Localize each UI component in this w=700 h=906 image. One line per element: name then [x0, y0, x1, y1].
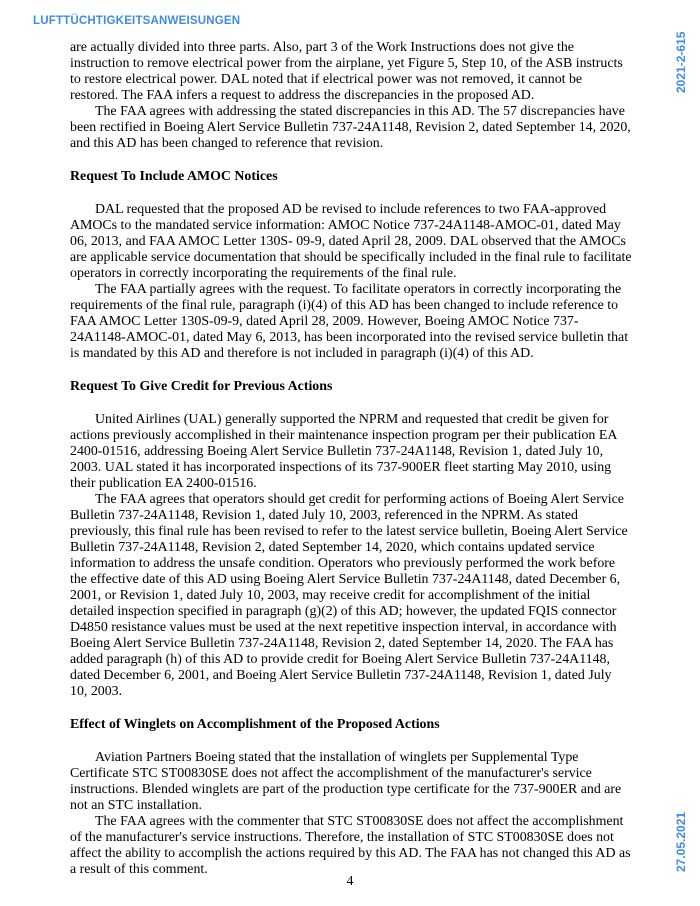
credit-paragraph-1: United Airlines (UAL) generally supported the NPRM and requested that credit be given for actions previously accomplished in their maintenance inspection program per their publication EA 2400-01516, addressing Boeing Alert Service Bulletin 737-24A1148, Revision 1, dated July 10, 2003. UAL stated it has incorporated inspections of its 737-900ER fleet starting May 2010, using their publication EA 2400-01516.: [70, 412, 617, 491]
page-number: 4: [346, 874, 354, 889]
section-heading-credit: Request To Give Credit for Previous Actions: [70, 379, 333, 394]
winglets-paragraph-1: Aviation Partners Boeing stated that the installation of winglets per Supplemental Type Certificate STC ST00830SE does not affect the accomplishment of the manufacturer's service instructions. Blended winglets are part of the production type certificate for the 737-900ER and are not an STC installation.: [70, 750, 622, 813]
document-body: [70, 40, 632, 878]
winglets-paragraph-2: The FAA agrees with the commenter that STC ST00830SE does not affect the accomplishment of the manufacturer's service instructions. Therefore, the installation of STC ST00830SE does not affect the ability to accomplish the actions required by this AD. The FAA has not changed this AD as a result of this comment.: [70, 814, 631, 877]
ad-number-side-label: 2021-2-615: [674, 31, 688, 93]
section-heading-winglets: Effect of Winglets on Accomplishment of the Proposed Actions: [70, 717, 440, 732]
document-header-label: LUFTTÜCHTIGKEITSANWEISUNGEN: [33, 15, 241, 27]
date-side-label: 27.05.2021: [674, 811, 688, 872]
intro-paragraph-2: The FAA agrees with addressing the stated discrepancies in this AD. The 57 discrepancies have been rectified in Boeing Alert Service Bulletin 737-24A1148, Revision 2, dated September 14, 2020, and this AD has been changed to reference that revision.: [70, 104, 631, 151]
section-heading-amoc: Request To Include AMOC Notices: [70, 169, 278, 184]
amoc-paragraph-2: The FAA partially agrees with the request. To facilitate operators in correctly incorporating the requirements of the final rule, paragraph (i)(4) of this AD has been changed to include reference to FAA AMOC Letter 130S-09-9, dated April 28, 2009. However, Boeing AMOC Notice 737-24A1148-AMOC-01, dated May 6, 2013, has been incorporated into the revised service bulletin that is mandated by this AD and therefore is not included in paragraph (i)(4) of this AD.: [70, 282, 629, 361]
intro-paragraph-1: are actually divided into three parts. Also, part 3 of the Work Instructions does not give the instruction to remove electrical power from the airplane, yet Figure 5, Step 10, of the ASB instructs to restore electrical power. DAL noted that if electrical power was not removed, it cannot be restored. The FAA infers a request to address the discrepancies in the proposed AD.: [70, 40, 623, 103]
credit-paragraph-2: The FAA agrees that operators should get credit for performing actions of Boeing Alert Service Bulletin 737-24A1148, Revision 1, dated July 10, 2003, referenced in the NPRM. As stated previously, this final rule has been revised to refer to the latest service bulletin, Boeing Alert Service Bulletin 737-24A1148, Revision 2, dated September 14, 2020, which contains updated service information to address the unsafe condition. Operators who previously performed the work before the effective date of this AD using Boeing Alert Service Bulletin 737-24A1148, dated December 6, 2001, or Revision 1, dated July 10, 2003, may receive credit for accomplishment of the initial detailed inspection specified in paragraph (g)(2) of this AD; however, the updated FQIS connector D4850 resistance values must be used at the next repetitive inspection interval, in accordance with Boeing Alert Service Bulletin 737-24A1148, Revision 2, dated September 14, 2020. The FAA has added paragraph (h) of this AD to provide credit for Boeing Alert Service Bulletin 737-24A1148, dated December 6, 2001, and Boeing Alert Service Bulletin 737-24A1148, Revision 1, dated July 10, 2003.: [70, 492, 628, 699]
amoc-paragraph-1: DAL requested that the proposed AD be revised to include references to two FAA-approved AMOCs to the mandated service information: AMOC Notice 737-24A1148-AMOC-01, dated May 06, 2013, and FAA AMOC Letter 130S- 09-9, dated April 28, 2009. DAL observed that the AMOCs are applicable service documentation that should be specifically included in the final rule to facilitate operators in correctly incorporating the requirements of the final rule.: [70, 202, 632, 281]
